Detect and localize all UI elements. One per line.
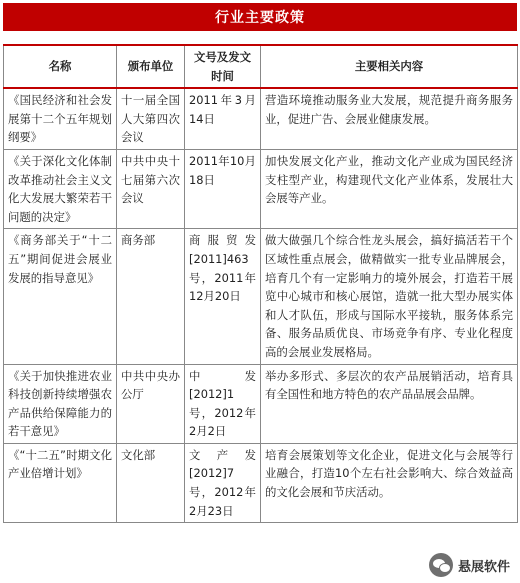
- policy-name: 《关于深化文化体制改革推动社会主义文化大发展大繁荣若干问题的决定》: [4, 149, 117, 228]
- page-title: 行业主要政策: [3, 3, 517, 31]
- policy-doc: 文产发[2012]7号，2012年2月23日: [185, 443, 261, 522]
- policy-org: 中共中央办公厅: [117, 364, 185, 443]
- policy-name: 《关于加快推进农业科技创新持续增强农产品供给保障能力的若干意见》: [4, 364, 117, 443]
- policy-org: 中共中央十七届第六次会议: [117, 149, 185, 228]
- policy-doc: 2011年3月14日: [185, 88, 261, 149]
- policy-content: 营造环境推动服务业大发展，规范提升商务服务业，促进广告、会展业健康发展。: [261, 88, 518, 149]
- watermark-text: 悬展软件: [457, 559, 510, 575]
- policy-content: 举办多形式、多层次的农产品展销活动，培育具有全国性和地方特色的农产品品展会品牌。: [261, 364, 518, 443]
- table-row: [4, 149, 518, 228]
- policy-content: 做大做强几个综合性龙头展会，搞好搞活若干个区域性重点展会，做精做实一批专业品牌展会，培育几个有一定影响力的境外展会，打造若干展览中心城市和核心展馆，造就一批大型办展实体和人才队伍，形成与国际水平接轨，服务体系完备、服务品质优良、市场竞争有序、专业化程度高的会展业发展格局。: [261, 229, 518, 364]
- policy-org: 十一届全国人大第四次会议: [117, 88, 185, 149]
- watermark: [425, 551, 514, 579]
- policy-doc: 2011年10月18日: [185, 149, 261, 228]
- table-row: [4, 88, 518, 149]
- policy-name: 《商务部关于“十二五”期间促进会展业发展的指导意见》: [4, 229, 117, 364]
- table-row: [4, 364, 518, 443]
- policy-org: 商务部: [117, 229, 185, 364]
- policy-doc: 中发[2012]1号，2012年2月2日: [185, 364, 261, 443]
- policy-table: [3, 44, 518, 523]
- table-row: [4, 229, 518, 364]
- header-name: 名称: [4, 45, 117, 88]
- policy-doc: 商服贸发[2011]463号，2011年12月20日: [185, 229, 261, 364]
- wechat-icon: [429, 553, 453, 577]
- header-content: 主要相关内容: [261, 45, 518, 88]
- policy-content: 培育会展策划等文化企业，促进文化与会展等行业融合，打造10个左右社会影响大、综合效益高的文化会展和节庆活动。: [261, 443, 518, 522]
- table-header-row: [4, 45, 518, 88]
- header-doc: 文号及发文时间: [185, 45, 261, 88]
- policy-name: 《“十二五”时期文化产业倍增计划》: [4, 443, 117, 522]
- policy-content: 加快发展文化产业，推动文化产业成为国民经济支柱型产业，构建现代文化产业体系，发展壮大会展等产业。: [261, 149, 518, 228]
- policy-name: 《国民经济和社会发展第十二个五年规划纲要》: [4, 88, 117, 149]
- policy-org: 文化部: [117, 443, 185, 522]
- header-org: 颁布单位: [117, 45, 185, 88]
- table-row: [4, 443, 518, 522]
